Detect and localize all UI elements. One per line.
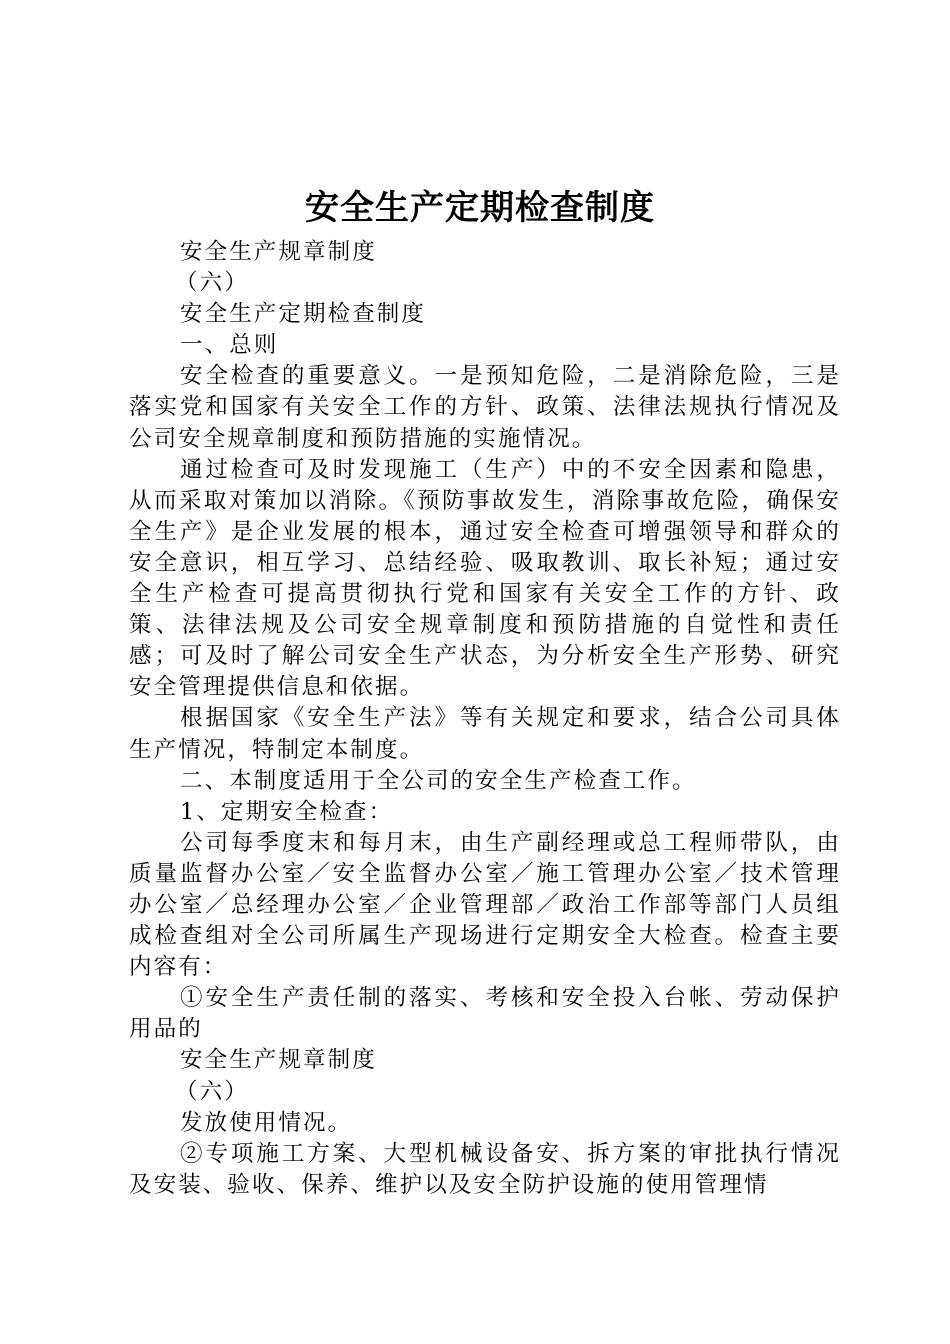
document-title: 安全生产定期检查制度 <box>305 188 655 228</box>
paragraph-basis: 根据国家《安全生产法》等有关规定和要求，结合公司具体生产情况，特制定本制度。 <box>129 705 841 763</box>
document-body <box>129 237 841 1201</box>
list-item-1-continued: 发放使用情况。 <box>180 1109 353 1136</box>
list-item-1: ①安全生产责任制的落实、考核和安全投入台帐、劳动保护用品的 <box>129 985 841 1043</box>
list-item-2: ②专项施工方案、大型机械设备安、拆方案的审批执行情况及安装、验收、保养、维护以及安全防护设施的使用管理情 <box>129 1140 841 1198</box>
section-heading-general: 一、总则 <box>180 332 279 359</box>
paragraph-header-number: （六） <box>175 270 249 297</box>
paragraph-repeated-header-regulation: 安全生产规章制度 <box>180 1047 377 1074</box>
paragraph-significance: 安全检查的重要意义。一是预知危险，二是消除危险，三是落实党和国家有关安全工作的方针、政策、法律法规执行情况及公司安全规章制度和预防措施的实施情况。 <box>129 363 841 452</box>
paragraph-purpose: 通过检查可及时发现施工（生产）中的不安全因素和隐患，从而采取对策加以消除。《预防事故发生，消除事故危险，确保安全生产》是企业发展的根本，通过安全检查可增强领导和群众的安全意识，相互学习、总结经验、吸取教训、取长补短；通过安全生产检查可提高贯彻执行党和国家有关安全工作的方针、政策、法律法规及公司安全规章制度和预防措施的自觉性和责任感；可及时了解公司安全生产状态，为分析安全生产形势、研究安全管理提供信息和依据。 <box>129 456 841 701</box>
paragraph-header-regulation: 安全生产规章制度 <box>180 239 377 265</box>
paragraph-repeated-header-number: （六） <box>175 1078 249 1105</box>
item-heading-periodic-check: 1、定期安全检查： <box>180 798 394 825</box>
section-heading-scope: 二、本制度适用于全公司的安全生产检查工作。 <box>180 767 697 794</box>
paragraph-periodic-check: 公司每季度末和每月末，由生产副经理或总工程师带队，由质量监督办公室／安全监督办公室／施工管理办公室／技术管理办公室／总经理办公室／企业管理部／政治工作部等部门人员组成检查组对全公司所属生产现场进行定期安全大检查。检查主要内容有： <box>129 829 841 981</box>
paragraph-subtitle: 安全生产定期检查制度 <box>180 301 427 328</box>
